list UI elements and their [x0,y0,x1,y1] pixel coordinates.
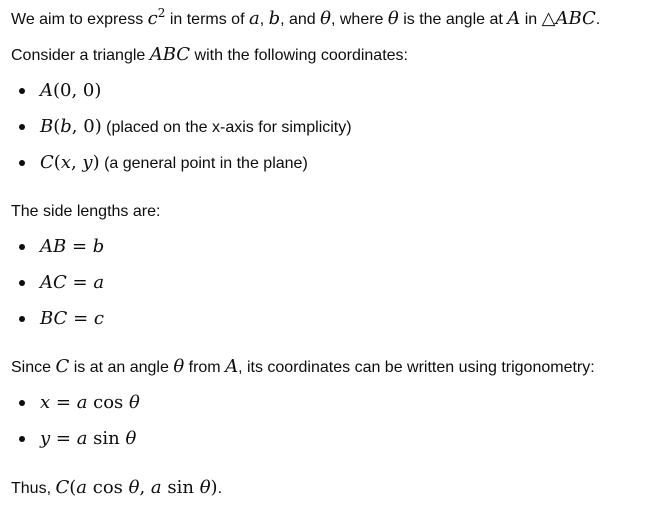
math-run: = [66,272,94,293]
math-run: c [147,8,158,29]
text-run: . [217,480,223,497]
text-run: with the following coordinates: [190,47,408,64]
math-run: a [248,8,260,29]
triangle-intro-paragraph [11,43,408,67]
math-run: θ [173,356,185,377]
math-run: x [40,392,51,413]
text-run: is the angle at [398,11,508,28]
math-run: △ [541,8,556,29]
math-run: b [60,116,72,137]
text-run: , [259,11,269,28]
list-item-content [40,308,104,329]
math-run: ) [210,477,218,498]
conclusion-paragraph [11,476,222,500]
math-run: y [82,152,93,173]
intro-paragraph [11,7,600,31]
list-item-content [40,116,352,137]
list-item-side-ab [19,235,104,259]
list-item-content [40,272,105,293]
text-run: , and [280,11,321,28]
math-run: θ [128,477,140,498]
bullet-icon [19,160,25,166]
math-run: ABC [555,8,596,29]
text-run: , its coordinates can be written using trigonometry: [238,359,595,376]
list-item-content [40,428,137,449]
text-run: in terms of [165,11,249,28]
bullet-icon [19,400,25,406]
list-item-y-coordinate [19,427,136,451]
math-run: θ [129,392,140,413]
bullet-icon [19,316,25,322]
text-run: in [520,11,542,28]
math-run: B [40,116,54,137]
text-run: from [184,359,226,376]
math-run: , [139,477,151,498]
text-run: We aim to express [11,11,148,28]
math-run: ( [53,116,61,137]
math-run: a [150,477,162,498]
list-item-content [40,80,102,101]
math-run: A [507,8,521,29]
text-run: Thus, [11,480,56,497]
math-run: x [60,152,71,173]
list-item-point-c [19,151,308,175]
math-run: sin [161,477,200,498]
math-run: θ [125,428,137,449]
bullet-icon [19,244,25,250]
math-run: , 0) [71,116,102,137]
math-run: = [67,308,94,329]
text-run: is at an angle [69,359,174,376]
math-run: A [40,80,53,101]
math-run: a [76,477,88,498]
math-run: sin [87,428,126,449]
bullet-icon [19,436,25,442]
list-item-side-ac [19,271,104,295]
math-run: ( [69,477,77,498]
math-run: A [225,356,239,377]
math-run: ) [92,152,100,173]
text-run: Since [11,359,56,376]
math-run: ( [53,152,61,173]
text-run: The side lengths are: [11,203,161,220]
math-run: = [50,392,77,413]
list-item-content [40,152,308,173]
math-run: C [55,477,70,498]
math-run: a [76,428,88,449]
math-run: , [70,152,83,173]
math-run: b [268,8,281,29]
list-item-content [40,236,105,257]
list-item-x-coordinate [19,391,140,415]
math-run: BC [40,308,68,329]
math-run: cos [87,392,130,413]
math-run: a [93,272,105,293]
bullet-icon [19,124,25,130]
math-run: = [66,236,93,257]
list-item-content [40,392,140,413]
math-run: C [55,356,70,377]
bullet-icon [19,280,25,286]
math-run: = [50,428,77,449]
math-run: C [40,152,54,173]
math-run: 2 [157,6,166,20]
list-item-side-bc [19,307,104,331]
math-run: AB [40,236,67,257]
math-run: (0, 0) [53,80,102,101]
math-run: a [76,392,88,413]
math-run: cos [87,477,129,498]
bullet-icon [19,88,25,94]
math-run: y [40,428,51,449]
math-run: AC [40,272,67,293]
text-run: Consider a triangle [11,47,150,64]
list-item-point-a [19,79,101,103]
math-run: b [92,236,105,257]
text-run: , where [330,11,388,28]
math-run: ABC [149,44,191,65]
math-run: θ [387,8,399,29]
math-run: θ [199,477,211,498]
side-lengths-heading [11,200,160,224]
text-run: (a general point in the plane) [99,155,308,172]
text-run: (placed on the x-axis for simplicity) [101,119,352,136]
list-item-point-b [19,115,352,139]
text-run: . [595,11,601,28]
math-run: c [93,308,104,329]
trig-paragraph [11,355,595,379]
math-run: θ [320,8,331,29]
